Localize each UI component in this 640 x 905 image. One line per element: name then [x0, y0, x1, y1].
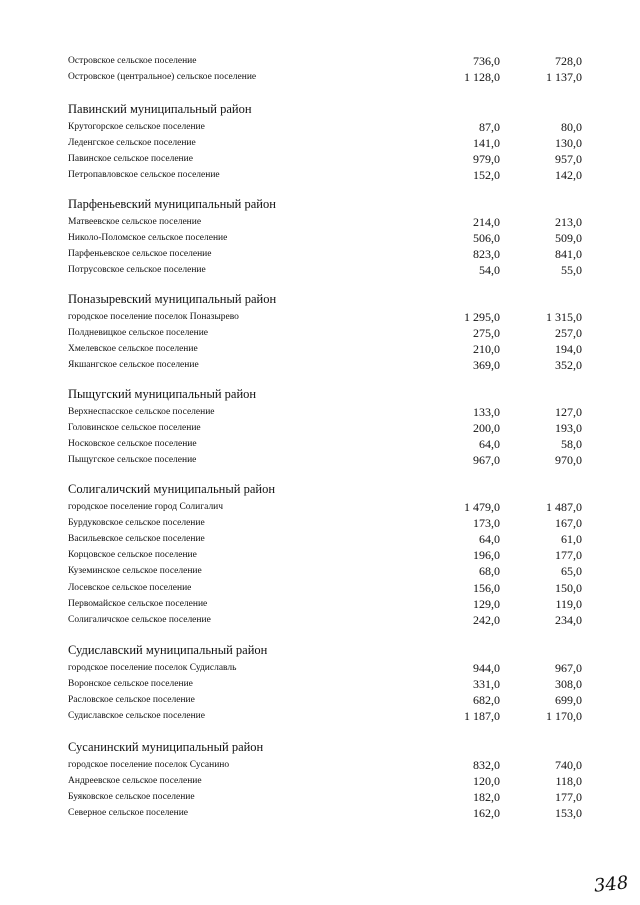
- value-column-2: 193,0: [555, 420, 582, 435]
- district-heading: Парфеньевский муниципальный район: [68, 197, 276, 211]
- value-column-2: 65,0: [561, 564, 582, 579]
- value-column-2: 58,0: [561, 436, 582, 451]
- value-column-2: 61,0: [561, 531, 582, 546]
- settlement-name: Парфеньевское сельское поселение: [68, 248, 212, 259]
- settlement-name: Андреевское сельское поселение: [68, 775, 202, 786]
- table-row: [0, 531, 640, 547]
- value-column-2: 194,0: [555, 341, 582, 356]
- table-row: [0, 499, 640, 515]
- table-row: [0, 452, 640, 468]
- value-column-1: 214,0: [473, 214, 500, 229]
- value-column-2: 967,0: [555, 660, 582, 675]
- settlement-name: Пыщугское сельское поселение: [68, 455, 197, 466]
- value-column-1: 832,0: [473, 757, 500, 772]
- table-row: [0, 135, 640, 151]
- value-column-1: 173,0: [473, 515, 500, 530]
- table-row: [0, 53, 640, 69]
- table-row: [0, 773, 640, 789]
- district-heading: Поназыревский муниципальный район: [68, 292, 277, 306]
- value-column-1: 1 295,0: [464, 309, 500, 324]
- table-row: [0, 436, 640, 452]
- value-column-1: 129,0: [473, 596, 500, 611]
- table-row: [0, 151, 640, 167]
- table-row: [0, 692, 640, 708]
- table-row: [0, 69, 640, 85]
- value-column-1: 64,0: [479, 531, 500, 546]
- table-row: [0, 230, 640, 246]
- value-column-2: 118,0: [555, 773, 582, 788]
- value-column-2: 257,0: [555, 325, 582, 340]
- value-column-1: 331,0: [473, 676, 500, 691]
- table-row: [0, 325, 640, 341]
- value-column-1: 1 128,0: [464, 70, 500, 85]
- table-row: [0, 214, 640, 230]
- value-column-2: 1 487,0: [546, 499, 582, 514]
- settlement-name: Хмелевское сельское поселение: [68, 343, 198, 354]
- settlement-name: Потрусовское сельское поселение: [68, 265, 206, 276]
- settlement-name: городское поселение поселок Судиславль: [68, 662, 237, 673]
- settlement-name: Петропавловское сельское поселение: [68, 170, 220, 181]
- value-column-2: 699,0: [555, 692, 582, 707]
- value-column-2: 119,0: [555, 596, 582, 611]
- settlement-name: Головинское сельское поселение: [68, 422, 201, 433]
- value-column-1: 242,0: [473, 612, 500, 627]
- value-column-2: 234,0: [555, 612, 582, 627]
- value-column-1: 736,0: [473, 54, 500, 68]
- settlement-name: Островское (центральное) сельское поселение: [68, 72, 257, 83]
- settlement-name: Полдневицкое сельское поселение: [68, 327, 208, 338]
- value-column-2: 970,0: [555, 453, 582, 468]
- settlement-name: Солигаличское сельское поселение: [68, 614, 211, 625]
- value-column-2: 957,0: [555, 151, 582, 166]
- value-column-2: 1 315,0: [546, 309, 582, 324]
- value-column-2: 150,0: [555, 580, 582, 595]
- value-column-2: 841,0: [555, 246, 582, 261]
- settlement-name: Крутогорское сельское поселение: [68, 121, 205, 132]
- table-row: [0, 563, 640, 579]
- table-row: [0, 547, 640, 563]
- table-row: [0, 119, 640, 135]
- settlement-name: Лосевское сельское поселение: [68, 582, 192, 593]
- value-column-2: 127,0: [555, 404, 582, 419]
- settlement-name: Николо-Поломское сельское поселение: [68, 232, 228, 243]
- settlement-name: Северное сельское поселение: [68, 808, 188, 819]
- table-row: [0, 596, 640, 612]
- district-heading: Пыщугский муниципальный район: [68, 387, 257, 401]
- settlement-name: Островское сельское поселение: [68, 56, 197, 66]
- page-number: 348: [592, 872, 630, 897]
- table-row: [0, 246, 640, 262]
- table-row: [0, 309, 640, 325]
- table-row: [0, 167, 640, 183]
- settlement-name: Расловское сельское поселение: [68, 694, 195, 705]
- district-heading: Солигаличский муниципальный район: [68, 482, 276, 496]
- value-column-1: 54,0: [479, 263, 500, 278]
- settlement-name: Судиславское сельское поселение: [68, 711, 205, 722]
- settlement-name: Васильевское сельское поселение: [68, 533, 205, 544]
- value-column-2: 177,0: [555, 789, 582, 804]
- table-row: [0, 357, 640, 373]
- value-column-1: 506,0: [473, 230, 500, 245]
- value-column-2: 213,0: [555, 214, 582, 229]
- value-column-2: 1 170,0: [546, 709, 582, 724]
- table-row: [0, 660, 640, 676]
- value-column-2: 55,0: [561, 263, 582, 278]
- value-column-1: 64,0: [479, 436, 500, 451]
- value-column-2: 1 137,0: [546, 70, 582, 85]
- value-column-1: 196,0: [473, 548, 500, 563]
- district-heading: Судиславский муниципальный район: [68, 643, 268, 657]
- value-column-1: 369,0: [473, 358, 500, 373]
- settlement-name: Носковское сельское поселение: [68, 438, 197, 449]
- district-heading: Павинский муниципальный район: [68, 102, 252, 116]
- table-row: [0, 789, 640, 805]
- settlement-name: городское поселение поселок Сусанино: [68, 759, 230, 770]
- value-column-1: 1 479,0: [464, 499, 500, 514]
- value-column-2: 728,0: [555, 54, 582, 68]
- settlement-name: Первомайское сельское поселение: [68, 598, 208, 609]
- value-column-1: 210,0: [473, 341, 500, 356]
- value-column-2: 177,0: [555, 548, 582, 563]
- table-row: [0, 708, 640, 724]
- value-column-1: 152,0: [473, 168, 500, 183]
- value-column-1: 1 187,0: [464, 709, 500, 724]
- settlement-name: Матвеевское сельское поселение: [68, 216, 202, 227]
- value-column-2: 167,0: [555, 515, 582, 530]
- value-column-1: 182,0: [473, 789, 500, 804]
- value-column-2: 352,0: [555, 358, 582, 373]
- value-column-2: 130,0: [555, 135, 582, 150]
- table-row: [0, 420, 640, 436]
- value-column-1: 823,0: [473, 246, 500, 261]
- value-column-1: 156,0: [473, 580, 500, 595]
- table-row: [0, 612, 640, 628]
- table-row: [0, 515, 640, 531]
- settlement-name: Куземинское сельское поселение: [68, 566, 202, 577]
- value-column-1: 68,0: [479, 564, 500, 579]
- value-column-1: 944,0: [473, 660, 500, 675]
- value-column-1: 275,0: [473, 325, 500, 340]
- value-column-1: 682,0: [473, 692, 500, 707]
- value-column-2: 308,0: [555, 676, 582, 691]
- value-column-2: 142,0: [555, 168, 582, 183]
- table-row: [0, 580, 640, 596]
- table-row: [0, 676, 640, 692]
- value-column-2: 740,0: [555, 757, 582, 772]
- table-row: [0, 805, 640, 821]
- settlement-name: Буяковское сельское поселение: [68, 791, 195, 802]
- value-column-1: 979,0: [473, 151, 500, 166]
- value-column-1: 200,0: [473, 420, 500, 435]
- value-column-1: 133,0: [473, 404, 500, 419]
- value-column-1: 162,0: [473, 806, 500, 821]
- settlement-name: Верхнеспасское сельское поселение: [68, 406, 215, 417]
- settlement-name: Воронское сельское поселение: [68, 678, 193, 689]
- value-column-1: 87,0: [479, 119, 500, 134]
- settlement-name: городское поселение поселок Поназырево: [68, 311, 239, 322]
- table-row: [0, 757, 640, 773]
- value-column-2: 80,0: [561, 119, 582, 134]
- settlement-name: Бурдуковское сельское поселение: [68, 517, 205, 528]
- table-row: [0, 341, 640, 357]
- settlement-name: Якшангское сельское поселение: [68, 360, 199, 371]
- settlement-name: Павинское сельское поселение: [68, 153, 193, 164]
- value-column-1: 967,0: [473, 453, 500, 468]
- value-column-2: 153,0: [555, 806, 582, 821]
- district-heading: Сусанинский муниципальный район: [68, 740, 264, 754]
- settlement-name: Леденгское сельское поселение: [68, 137, 196, 148]
- settlement-name: Корцовское сельское поселение: [68, 550, 197, 561]
- table-row: [0, 262, 640, 278]
- settlement-name: городское поселение город Солигалич: [68, 501, 224, 512]
- table-row: [0, 404, 640, 420]
- value-column-1: 120,0: [473, 773, 500, 788]
- value-column-2: 509,0: [555, 230, 582, 245]
- value-column-1: 141,0: [473, 135, 500, 150]
